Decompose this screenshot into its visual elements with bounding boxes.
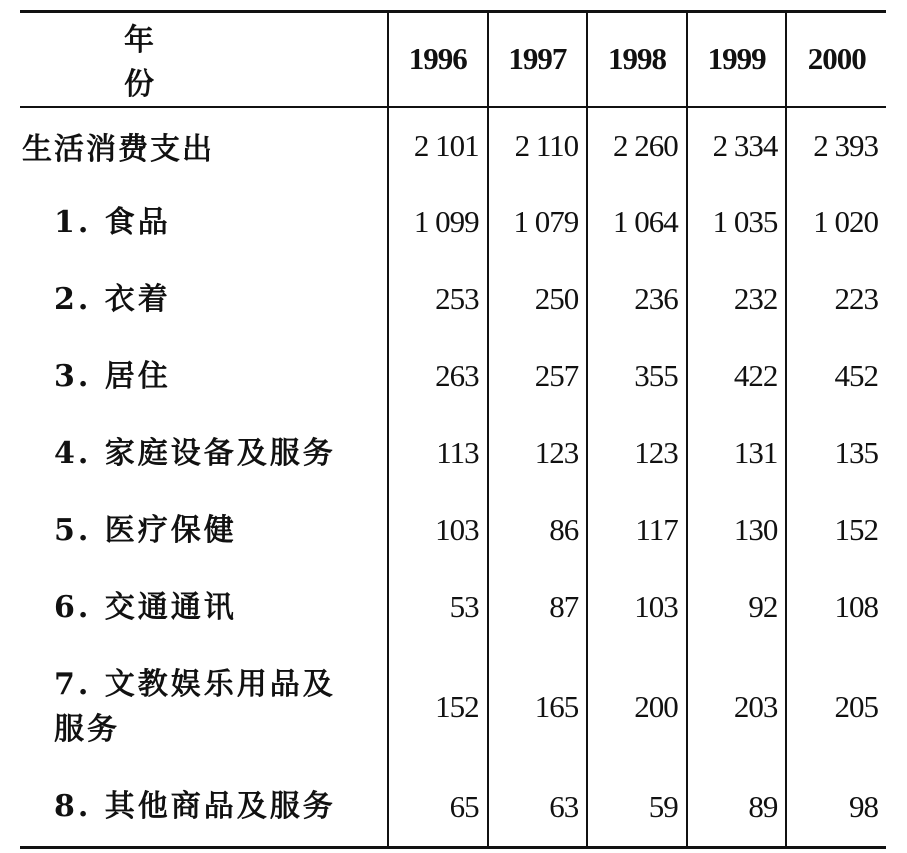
table-cell: 152: [388, 646, 488, 768]
row-label: [20, 184, 388, 261]
row-label: [20, 492, 388, 569]
table-cell: 2 393: [786, 107, 886, 184]
table-cell: 108: [786, 569, 886, 646]
row-label-text: 生活消费支出: [22, 131, 214, 167]
table-cell: 1 079: [488, 184, 588, 261]
table-cell: 123: [488, 415, 588, 492]
table-cell: 123: [587, 415, 687, 492]
table-cell: 250: [488, 261, 588, 338]
table-cell: 65: [388, 768, 488, 848]
table-cell: 2 101: [388, 107, 488, 184]
table-cell: 2 110: [488, 107, 588, 184]
table-cell: 2 260: [587, 107, 687, 184]
table-cell: 422: [687, 338, 787, 415]
table-cell: 59: [587, 768, 687, 848]
table-row: [20, 492, 886, 569]
table-cell: 117: [587, 492, 687, 569]
row-label: [20, 107, 388, 184]
table-row: [20, 646, 886, 768]
table-cell: 87: [488, 569, 588, 646]
table-cell: 1 099: [388, 184, 488, 261]
row-label-text: 6. 交通通讯: [54, 589, 237, 625]
table-cell: 89: [687, 768, 787, 848]
table-cell: 130: [687, 492, 787, 569]
table-row: [20, 107, 886, 184]
table-cell: 98: [786, 768, 886, 848]
row-label: [20, 261, 388, 338]
table-cell: 86: [488, 492, 588, 569]
table-cell: 1 064: [587, 184, 687, 261]
table-cell: 1 020: [786, 184, 886, 261]
table-row: [20, 415, 886, 492]
table-row: [20, 569, 886, 646]
table-cell: 103: [388, 492, 488, 569]
header-year-1996: 1996: [388, 12, 488, 107]
row-label-text: 7. 文教娱乐用品及服务: [54, 666, 336, 747]
table-cell: 135: [786, 415, 886, 492]
row-label-text: 3. 居住: [54, 358, 171, 394]
row-label-text: 1. 食品: [54, 204, 171, 240]
table-row: [20, 338, 886, 415]
header-year-label: 年 份: [20, 12, 388, 107]
table-cell: 165: [488, 646, 588, 768]
table-cell: 263: [388, 338, 488, 415]
row-label: [20, 338, 388, 415]
row-label-text: 8. 其他商品及服务: [54, 789, 336, 825]
row-label-text: 5. 医疗保健: [54, 512, 237, 548]
table-cell: 232: [687, 261, 787, 338]
table-row: [20, 261, 886, 338]
table-header-row: [20, 12, 886, 107]
consumption-expenditure-table: [20, 10, 886, 849]
row-label: [20, 415, 388, 492]
table-cell: 63: [488, 768, 588, 848]
table-cell: 103: [587, 569, 687, 646]
table-cell: 200: [587, 646, 687, 768]
table-cell: 236: [587, 261, 687, 338]
table-cell: 205: [786, 646, 886, 768]
table-cell: 131: [687, 415, 787, 492]
header-year-2000: 2000: [786, 12, 886, 107]
row-label: [20, 569, 388, 646]
table-cell: 223: [786, 261, 886, 338]
table-cell: 253: [388, 261, 488, 338]
table-row: [20, 184, 886, 261]
table-cell: 92: [687, 569, 787, 646]
header-year-1998: 1998: [587, 12, 687, 107]
row-label: [20, 646, 388, 768]
table-cell: 203: [687, 646, 787, 768]
table-cell: 53: [388, 569, 488, 646]
row-label: [20, 768, 388, 848]
table-cell: 113: [388, 415, 488, 492]
table-cell: 452: [786, 338, 886, 415]
table-cell: 152: [786, 492, 886, 569]
table-cell: 355: [587, 338, 687, 415]
table-cell: 257: [488, 338, 588, 415]
table-row: [20, 768, 886, 848]
header-year-1997: 1997: [488, 12, 588, 107]
consumption-table-container: [20, 10, 886, 849]
header-year-1999: 1999: [687, 12, 787, 107]
table-cell: 2 334: [687, 107, 787, 184]
table-cell: 1 035: [687, 184, 787, 261]
row-label-text: 4. 家庭设备及服务: [54, 435, 336, 471]
row-label-text: 2. 衣着: [54, 281, 171, 317]
